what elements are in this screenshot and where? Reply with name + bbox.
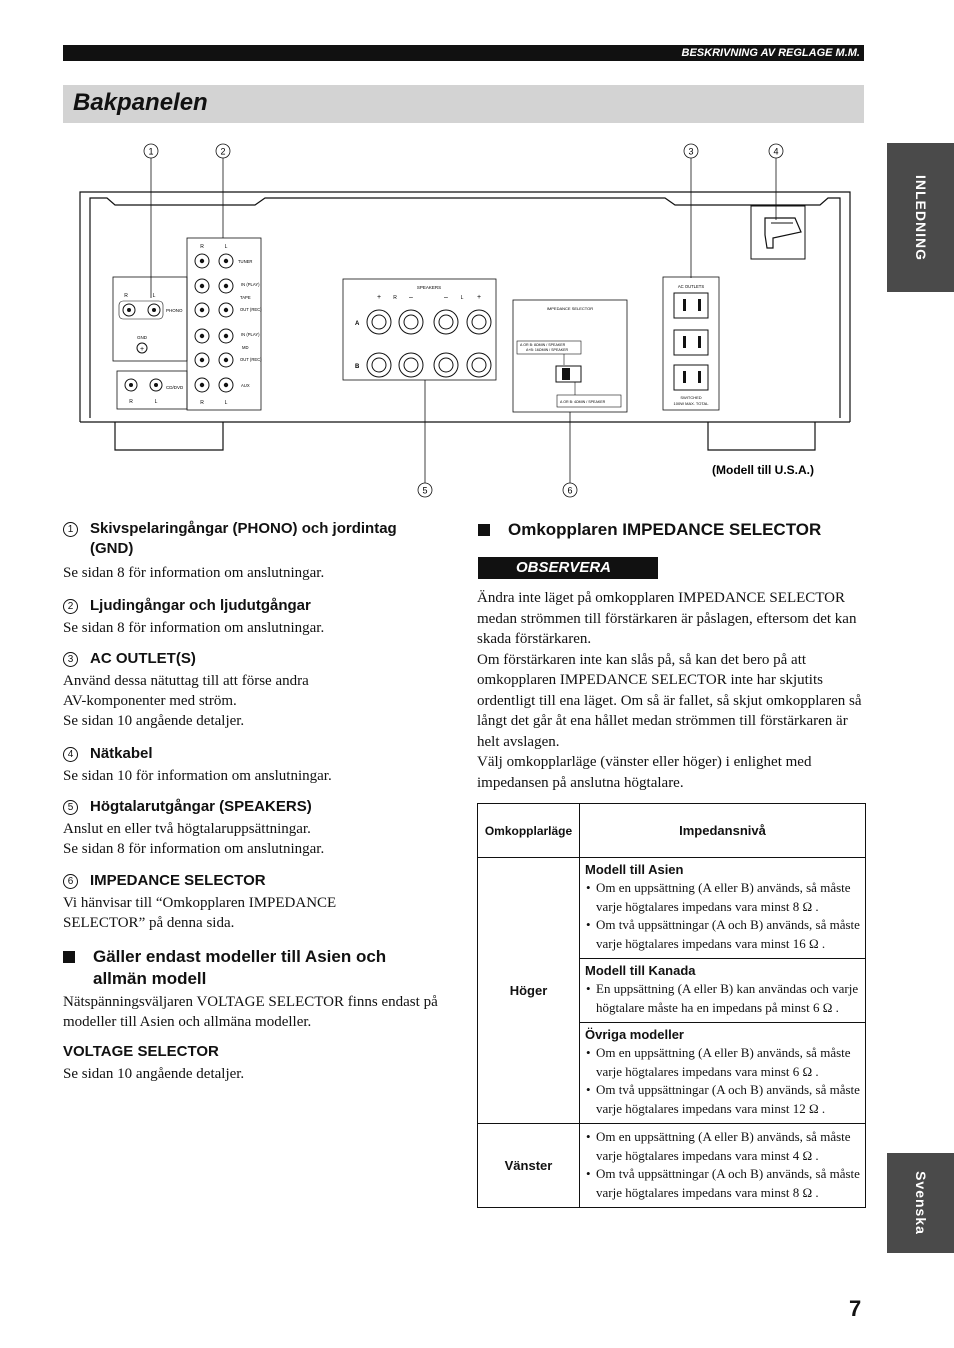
item-number: 4 bbox=[63, 747, 78, 762]
table-header-row bbox=[478, 804, 866, 858]
side-tab-svenska bbox=[887, 1153, 954, 1253]
svg-text:R: R bbox=[393, 295, 397, 301]
svg-text:–: – bbox=[444, 294, 448, 301]
sub-title: VOLTAGE SELECTOR bbox=[63, 1043, 219, 1060]
svg-text:IN (PLAY): IN (PLAY) bbox=[241, 282, 260, 287]
svg-text:L: L bbox=[152, 293, 156, 299]
callout-1 bbox=[144, 144, 158, 298]
svg-text:–: – bbox=[409, 294, 413, 301]
table-row bbox=[478, 1124, 866, 1208]
callout-4 bbox=[769, 144, 783, 220]
svg-text:IN (PLAY): IN (PLAY) bbox=[241, 332, 260, 337]
svg-text:100W MAX. TOTAL: 100W MAX. TOTAL bbox=[673, 401, 709, 406]
svg-text:+: + bbox=[139, 346, 145, 353]
svg-text:L: L bbox=[224, 244, 228, 250]
item-title: Ljudingångar och ljudutgångar bbox=[90, 597, 311, 614]
callout-6 bbox=[563, 412, 577, 497]
svg-text:OUT (REC): OUT (REC) bbox=[240, 307, 262, 312]
item-body: Anslut en eller två högtalaruppsättningar. Se sidan 8 för information om anslutningar. bbox=[63, 821, 325, 857]
list-item: • En uppsättning (A eller B) kan användas och varje högtalare måste ha en impedans på minst 6 Ω . bbox=[585, 980, 861, 1017]
item-title: Högtalarutgångar (SPEAKERS) bbox=[90, 798, 312, 815]
item-title: IMPEDANCE SELECTOR bbox=[90, 872, 266, 889]
svg-text:IMPEDANCE SELECTOR: IMPEDANCE SELECTOR bbox=[546, 306, 594, 311]
bullet-square bbox=[63, 951, 75, 963]
item-number: 6 bbox=[63, 874, 78, 889]
group-title: Modell till Kanada bbox=[585, 963, 696, 978]
item-3 bbox=[63, 649, 443, 731]
asia-section bbox=[63, 946, 438, 1084]
table-header-impedance: Impedansnivå bbox=[580, 804, 866, 858]
list-item: • Om två uppsättningar (A och B) används, så måste varje högtalares impedans vara minst 8 Ω . bbox=[585, 1165, 861, 1202]
svg-text:MD: MD bbox=[242, 345, 249, 350]
svg-text:AUX: AUX bbox=[241, 383, 250, 388]
position-left: Vänster bbox=[478, 1124, 580, 1208]
svg-text:CD/DVD: CD/DVD bbox=[166, 385, 184, 390]
bullet-square bbox=[478, 524, 490, 536]
svg-text:SPEAKERS: SPEAKERS bbox=[416, 285, 442, 290]
group-title: Övriga modeller bbox=[585, 1027, 684, 1042]
sub-body: Se sidan 10 angående detaljer. bbox=[63, 1066, 245, 1082]
note-text bbox=[477, 588, 867, 793]
svg-text:2: 2 bbox=[220, 146, 226, 157]
item-number: 1 bbox=[63, 522, 78, 537]
item-title: Skivspelaringångar (PHONO) och jordintag (GND) bbox=[90, 520, 397, 557]
svg-text:A: A bbox=[355, 321, 360, 327]
item-body: Använd dessa nätuttag till att förse andra AV-komponenter med ström. Se sidan 10 angående detaljer. bbox=[63, 673, 309, 729]
note-paragraph: Ändra inte läget på omkopplaren IMPEDANCE SELECTOR medan strömmen till förstärkaren är påslagen, eftersom det kan skada förstärkaren. bbox=[477, 590, 857, 647]
svg-text:R: R bbox=[129, 399, 133, 405]
side-tab-label: INLEDNING bbox=[912, 174, 929, 261]
svg-text:A+B: 16ΩMIN / SPEAKER: A+B: 16ΩMIN / SPEAKER bbox=[526, 348, 569, 352]
svg-text:TUNER: TUNER bbox=[238, 259, 253, 264]
svg-text:TAPE: TAPE bbox=[240, 295, 251, 300]
svg-text:A OR B: 4ΩMIN / SPEAKER: A OR B: 4ΩMIN / SPEAKER bbox=[560, 400, 606, 404]
group-asia bbox=[580, 858, 866, 959]
svg-text:5: 5 bbox=[422, 485, 428, 496]
svg-text:R: R bbox=[124, 293, 128, 299]
impedance-table bbox=[477, 803, 866, 1208]
item-4 bbox=[63, 744, 443, 786]
callout-2 bbox=[216, 144, 230, 238]
section-body: Nätspänningsväljaren VOLTAGE SELECTOR finns endast på modeller till Asien och allmäna modeller. bbox=[63, 994, 438, 1030]
list-item: • Om två uppsättningar (A och B) används, så måste varje högtalares impedans vara minst 12 Ω . bbox=[585, 1081, 861, 1118]
item-body: Se sidan 8 för information om anslutningar. bbox=[63, 620, 325, 636]
svg-text:R: R bbox=[200, 244, 204, 250]
item-body: Se sidan 10 för information om anslutningar. bbox=[63, 768, 332, 784]
item-1 bbox=[63, 519, 443, 583]
item-body: Se sidan 8 för information om anslutningar. bbox=[63, 565, 325, 581]
impedance-selector-block bbox=[513, 300, 627, 412]
item-number: 3 bbox=[63, 652, 78, 667]
svg-text:GND: GND bbox=[137, 335, 147, 340]
svg-text:PHONO: PHONO bbox=[166, 308, 183, 313]
svg-text:R: R bbox=[200, 400, 204, 406]
svg-text:L: L bbox=[224, 400, 228, 406]
table-row bbox=[478, 858, 866, 959]
note-paragraph: Välj omkopplarläge (vänster eller höger) i enlighet med impedansen på anslutna högtalare. bbox=[477, 754, 812, 791]
figure-caption: (Modell till U.S.A.) bbox=[712, 463, 814, 477]
list-item: • Om en uppsättning (A eller B) används, så måste varje högtalares impedans vara minst 4 Ω . bbox=[585, 1128, 861, 1165]
cd-block bbox=[117, 371, 187, 409]
rear-panel-figure bbox=[63, 140, 864, 505]
impedance-section-title bbox=[478, 519, 868, 541]
note-paragraph: Om förstärkaren inte kan slås på, så kan det bero på att omkopplaren IMPEDANCE SELECTOR inte har skjutits ordentligt till ena läget. Om så är fallet, så skjut omkopplaren så långt det går åt ena hållet medan strömmen till förstärkaren är helt avslagen. bbox=[477, 651, 862, 750]
position-right: Höger bbox=[478, 858, 580, 1124]
section-title: Gäller endast modeller till Asien och allmän modell bbox=[93, 947, 387, 988]
item-5 bbox=[63, 797, 443, 859]
item-title: Nätkabel bbox=[90, 745, 153, 762]
section-title: Omkopplaren IMPEDANCE SELECTOR bbox=[508, 520, 822, 539]
item-number: 5 bbox=[63, 800, 78, 815]
section-header: BESKRIVNING AV REGLAGE M.M. bbox=[63, 45, 864, 61]
page-number: 7 bbox=[849, 1296, 862, 1321]
side-tab-label: Svenska bbox=[912, 1171, 929, 1235]
item-2 bbox=[63, 596, 443, 638]
svg-text:L: L bbox=[154, 399, 158, 405]
group-title: Modell till Asien bbox=[585, 862, 684, 877]
side-tab-inledning bbox=[887, 143, 954, 292]
note-label: OBSERVERA bbox=[478, 557, 658, 579]
svg-text:4: 4 bbox=[773, 146, 779, 157]
svg-text:OUT (REC): OUT (REC) bbox=[240, 357, 262, 362]
table-header-position: Omkopplarläge bbox=[478, 804, 580, 858]
audio-io-block bbox=[187, 238, 262, 410]
title-band bbox=[63, 85, 864, 123]
svg-text:AC OUTLETS: AC OUTLETS bbox=[677, 284, 705, 289]
chassis bbox=[80, 192, 850, 450]
callout-5 bbox=[418, 380, 432, 497]
svg-text:B: B bbox=[355, 364, 360, 370]
item-6 bbox=[63, 871, 443, 933]
speaker-block bbox=[343, 279, 496, 380]
item-number: 2 bbox=[63, 599, 78, 614]
group-other bbox=[580, 1023, 866, 1124]
svg-text:A OR B: 8ΩMIN / SPEAKER: A OR B: 8ΩMIN / SPEAKER bbox=[520, 343, 566, 347]
list-item: • Om en uppsättning (A eller B) används, så måste varje högtalares impedans vara minst 8 Ω . bbox=[585, 879, 861, 916]
svg-text:1: 1 bbox=[148, 146, 154, 157]
svg-text:+: + bbox=[376, 294, 382, 301]
svg-text:L: L bbox=[460, 295, 464, 301]
svg-text:+: + bbox=[476, 294, 482, 301]
svg-text:SWITCHED: SWITCHED bbox=[680, 395, 702, 400]
list-item: • Om två uppsättningar (A och B) används, så måste varje högtalares impedans vara minst 16 Ω . bbox=[585, 916, 861, 953]
power-cord bbox=[751, 206, 805, 259]
item-body: Vi hänvisar till “Omkopplaren IMPEDANCE SELECTOR” på denna sida. bbox=[63, 895, 337, 931]
group-left bbox=[580, 1124, 866, 1208]
svg-text:6: 6 bbox=[567, 485, 573, 496]
callout-3 bbox=[684, 144, 698, 278]
group-canada bbox=[580, 959, 866, 1023]
list-item: • Om en uppsättning (A eller B) används, så måste varje högtalares impedans vara minst 6 Ω . bbox=[585, 1044, 861, 1081]
ac-outlets-block bbox=[663, 277, 719, 410]
item-title: AC OUTLET(S) bbox=[90, 650, 196, 667]
phono-block bbox=[113, 277, 187, 361]
page-title: Bakpanelen bbox=[73, 89, 208, 116]
svg-text:3: 3 bbox=[688, 146, 694, 157]
